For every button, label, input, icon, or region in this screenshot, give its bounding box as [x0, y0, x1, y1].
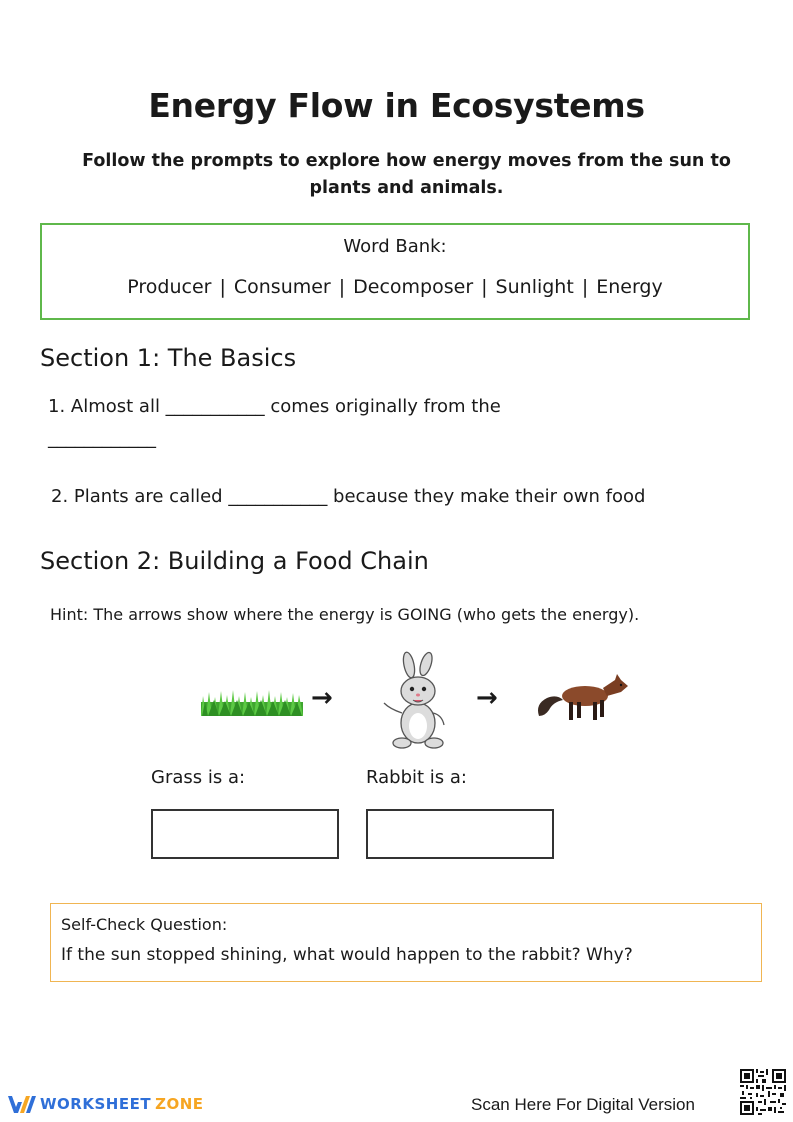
rabbit-answer-box[interactable] — [366, 809, 554, 859]
section-2-heading: Section 2: Building a Food Chain — [40, 547, 429, 575]
word-bank-title: Word Bank: — [343, 236, 447, 257]
word-bank — [40, 223, 750, 320]
arrow-icon: → — [476, 683, 498, 713]
page-title: Energy Flow in Ecosystems — [148, 86, 645, 125]
logo-text-worksheet: WORKSHEET — [40, 1095, 152, 1113]
rabbit-label: Rabbit is a: — [366, 767, 467, 788]
question-2: 2. Plants are called ___________ because they make their own food — [51, 486, 646, 507]
logo-text-zone: ZONE — [155, 1095, 204, 1113]
word-bank-word: Decomposer — [353, 276, 474, 298]
grass-label: Grass is a: — [151, 767, 246, 788]
section-1-heading: Section 1: The Basics — [40, 344, 297, 372]
self-check-title: Self-Check Question: — [61, 915, 228, 934]
page-subtitle: Follow the prompts to explore how energy moves from the sun to plants and animals. — [82, 151, 731, 198]
word-bank-word: Consumer — [233, 276, 331, 298]
self-check-question: If the sun stopped shining, what would happen to the rabbit? Why? — [61, 945, 633, 965]
word-bank-word: Sunlight — [495, 276, 574, 298]
arrow-icon: → — [311, 683, 333, 713]
word-bank-separator: | — [338, 276, 346, 298]
word-bank-words — [42, 276, 748, 298]
qr-code-icon[interactable] — [740, 1069, 786, 1115]
word-bank-word: Producer — [127, 276, 212, 298]
word-bank-separator: | — [581, 276, 589, 298]
word-bank-separator: | — [481, 276, 488, 298]
grass-answer-box[interactable] — [151, 809, 339, 859]
question-1-line-2: ____________ — [48, 428, 156, 449]
grass-image — [201, 688, 303, 716]
hint-text: Hint: The arrows show where the energy is GOING (who gets the energy). — [50, 605, 640, 624]
self-check-box — [50, 903, 762, 982]
rabbit-image — [378, 651, 454, 751]
logo-w-icon — [7, 1093, 37, 1115]
word-bank-separator: | — [219, 276, 226, 298]
fox-image — [533, 672, 631, 724]
worksheetzone-logo — [7, 1093, 204, 1115]
word-bank-word: Energy — [596, 276, 663, 298]
scan-text: Scan Here For Digital Version — [471, 1095, 695, 1114]
question-1-line-1: 1. Almost all ___________ comes originally from the — [48, 396, 501, 417]
